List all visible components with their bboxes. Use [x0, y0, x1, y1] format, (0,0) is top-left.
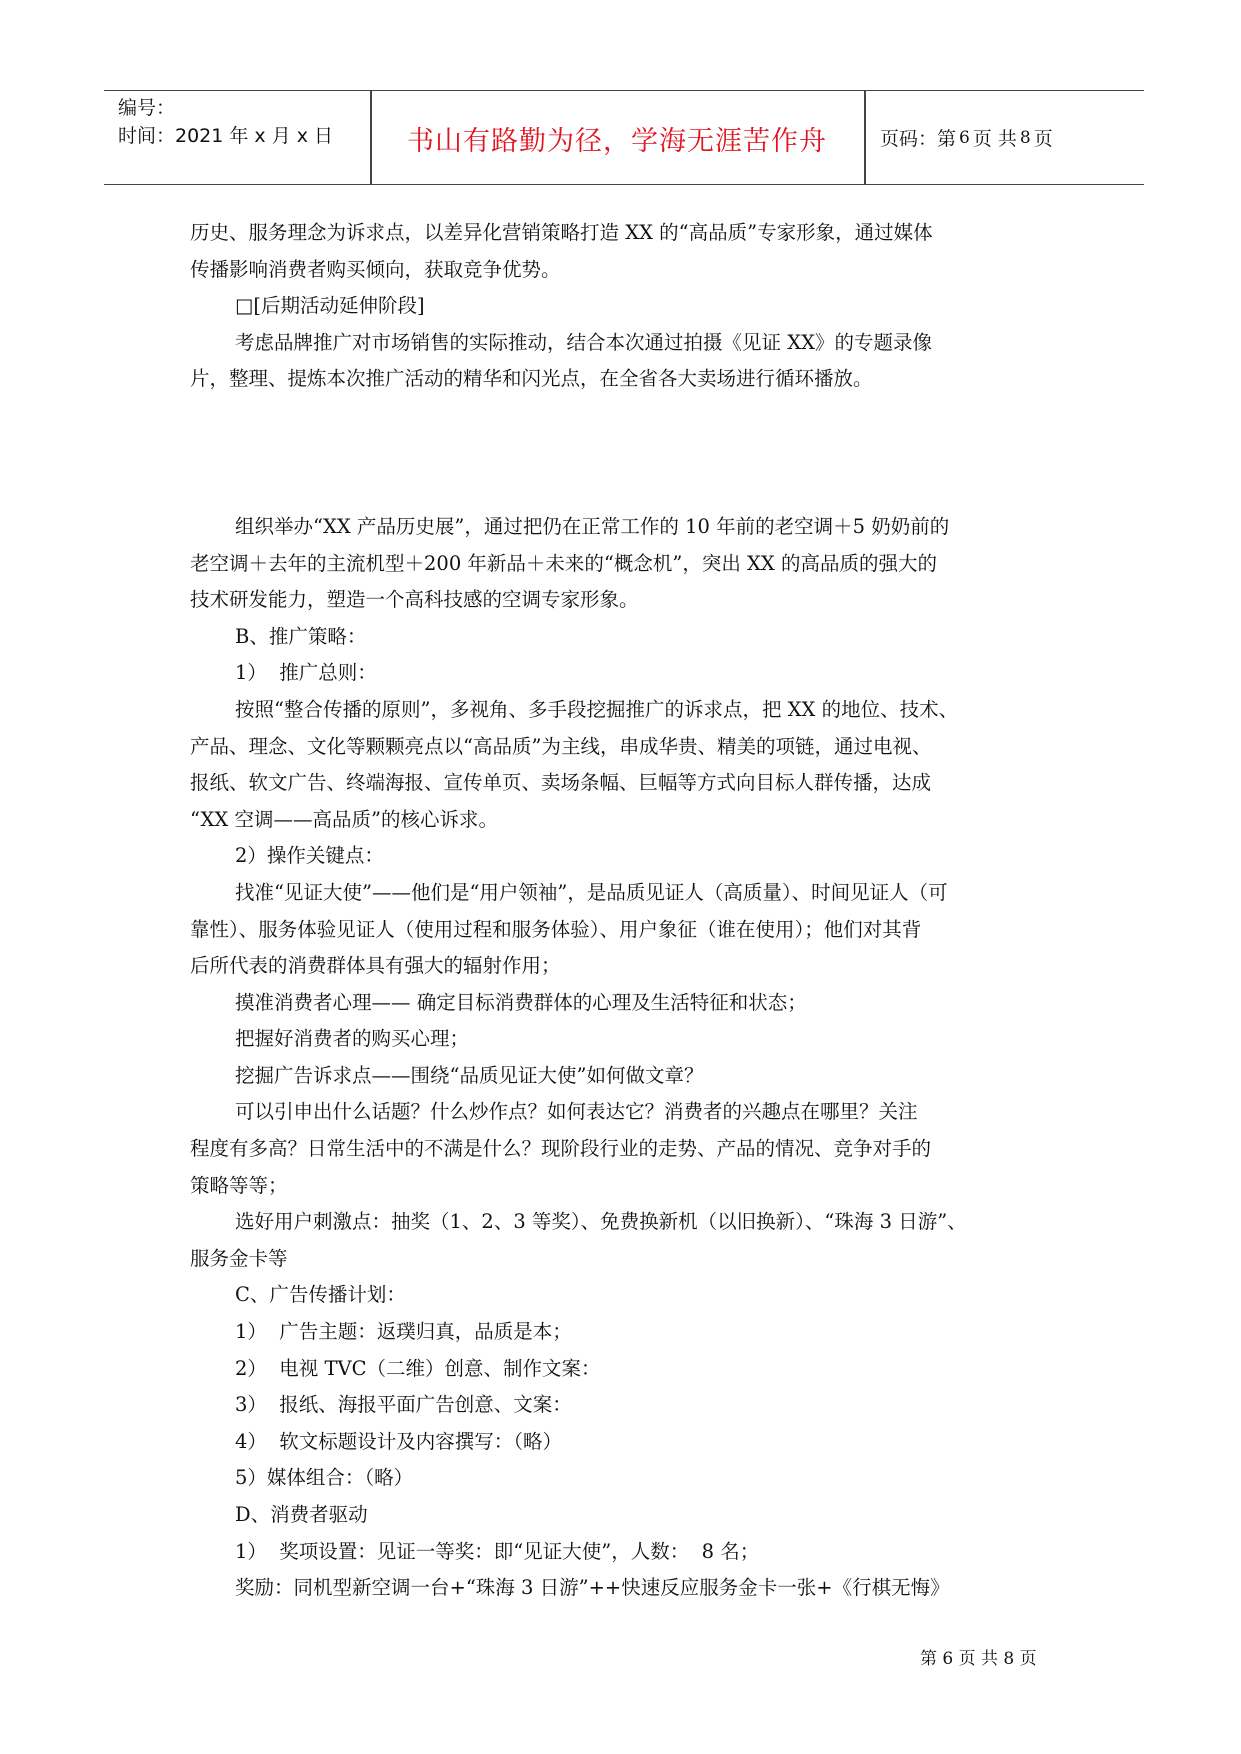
body-line: “XX 空调——高品质”的核心诉求。	[190, 807, 498, 831]
body-line: 靠性）、服务体验见证人（使用过程和服务体验）、用户象征（谁在使用）；他们对其背	[190, 917, 922, 941]
body-line: 把握好消费者的购买心理；	[235, 1027, 470, 1051]
header-motto: 书山有路勤为径，学海无涯苦作舟	[407, 126, 827, 157]
body-line: 摸准消费者心理—— 确定目标消费群体的心理及生活特征和状态；	[235, 990, 807, 1014]
body-line: 考虑品牌推广对市场销售的实际推动，结合本次通过拍摄《见证 XX》的专题录像	[235, 330, 932, 354]
page-header	[104, 90, 1144, 185]
header-meta	[118, 91, 370, 184]
page-suffix: 页	[1033, 128, 1053, 150]
body-line: 按照“整合传播的原则”，多视角、多手段挖掘推广的诉求点，把 XX 的地位、技术、	[235, 697, 959, 721]
body-line: 策略等等；	[190, 1173, 288, 1197]
section-heading: □[后期活动延伸阶段]	[235, 294, 425, 318]
list-item: 4） 软文标题设计及内容撰写：（略）	[235, 1429, 563, 1453]
body-line: 传播影响消费者购买倾向，获取竞争优势。	[190, 257, 561, 281]
body-line: 可以引申出什么话题？什么炒作点？如何表达它？消费者的兴趣点在哪里？关注	[235, 1100, 918, 1124]
body-line: 奖励：同机型新空调一台+“珠海 3 日游”++快速反应服务金卡一张+《行棋无悔》	[235, 1576, 950, 1600]
list-item: 5）媒体组合：（略）	[235, 1466, 414, 1490]
body-line: 产品、理念、文化等颗颗亮点以“高品质”为主线，串成华贵、精美的项链，通过电视、	[190, 734, 932, 758]
header-divider	[864, 91, 866, 184]
list-item: 2）操作关键点：	[235, 844, 384, 868]
page-total: 8	[1019, 127, 1031, 148]
body-line: 老空调＋去年的主流机型＋200 年新品＋未来的“概念机”，突出 XX 的高品质的强大的	[190, 551, 938, 575]
list-item: 3） 报纸、海报平面广告创意、文案：	[235, 1393, 572, 1417]
page-current: 6	[959, 127, 970, 148]
body-line: 找准“见证大使”——他们是“用户领袖”，是品质见证人（高质量）、时间见证人（可	[235, 880, 948, 904]
body-line: 选好用户刺激点：抽奖（1、2、3 等奖）、免费换新机（以旧换新）、“珠海 3 日游”、	[235, 1210, 967, 1234]
body-line: 技术研发能力，塑造一个高科技感的空调专家形象。	[190, 588, 639, 612]
doc-time-label: 时间：2021 年 x 月 x 日	[118, 125, 334, 147]
body-line: 后所代表的消费群体具有强大的辐射作用；	[190, 954, 561, 978]
body-line: 报纸、软文广告、终端海报、宣传单页、卖场条幅、巨幅等方式向目标人群传播，达成	[190, 771, 932, 795]
page-footer: 第 6 页 共 8 页	[920, 1649, 1037, 1669]
body-line: 历史、服务理念为诉求点，以差异化营销策略打造 XX 的“高品质”专家形象，通过媒体	[190, 221, 933, 244]
list-item: 1） 奖项设置：见证一等奖：即“见证大使”，人数： 8 名；	[235, 1539, 760, 1563]
list-item: 1） 推广总则：	[235, 661, 377, 685]
body-line: 服务金卡等	[190, 1246, 288, 1270]
body-line: 挖掘广告诉求点——围绕“品质见证大使”如何做文章？	[235, 1063, 704, 1087]
body-line: 组织举办“XX 产品历史展”，通过把仍在正常工作的 10 年前的老空调＋5 奶奶前的	[235, 514, 950, 538]
header-page-indicator	[874, 91, 1144, 184]
doc-number-label: 编号：	[118, 97, 176, 119]
paragraph-gap	[190, 398, 1070, 509]
page-prefix: 页码：第	[880, 128, 957, 150]
section-heading: B、推广策略：	[235, 624, 367, 648]
list-item: 1） 广告主题：返璞归真，品质是本；	[235, 1320, 572, 1344]
document-body	[190, 215, 1070, 1607]
list-item: 2） 电视 TVC（二维）创意、制作文案：	[235, 1356, 601, 1380]
section-heading: C、广告传播计划：	[235, 1283, 406, 1307]
page-mid: 页 共	[972, 128, 1017, 150]
section-heading: D、消费者驱动	[235, 1503, 368, 1526]
body-line: 片，整理、提炼本次推广活动的精华和闪光点，在全省各大卖场进行循环播放。	[190, 367, 873, 391]
body-line: 程度有多高？日常生活中的不满是什么？现阶段行业的走势、产品的情况、竞争对手的	[190, 1137, 932, 1161]
